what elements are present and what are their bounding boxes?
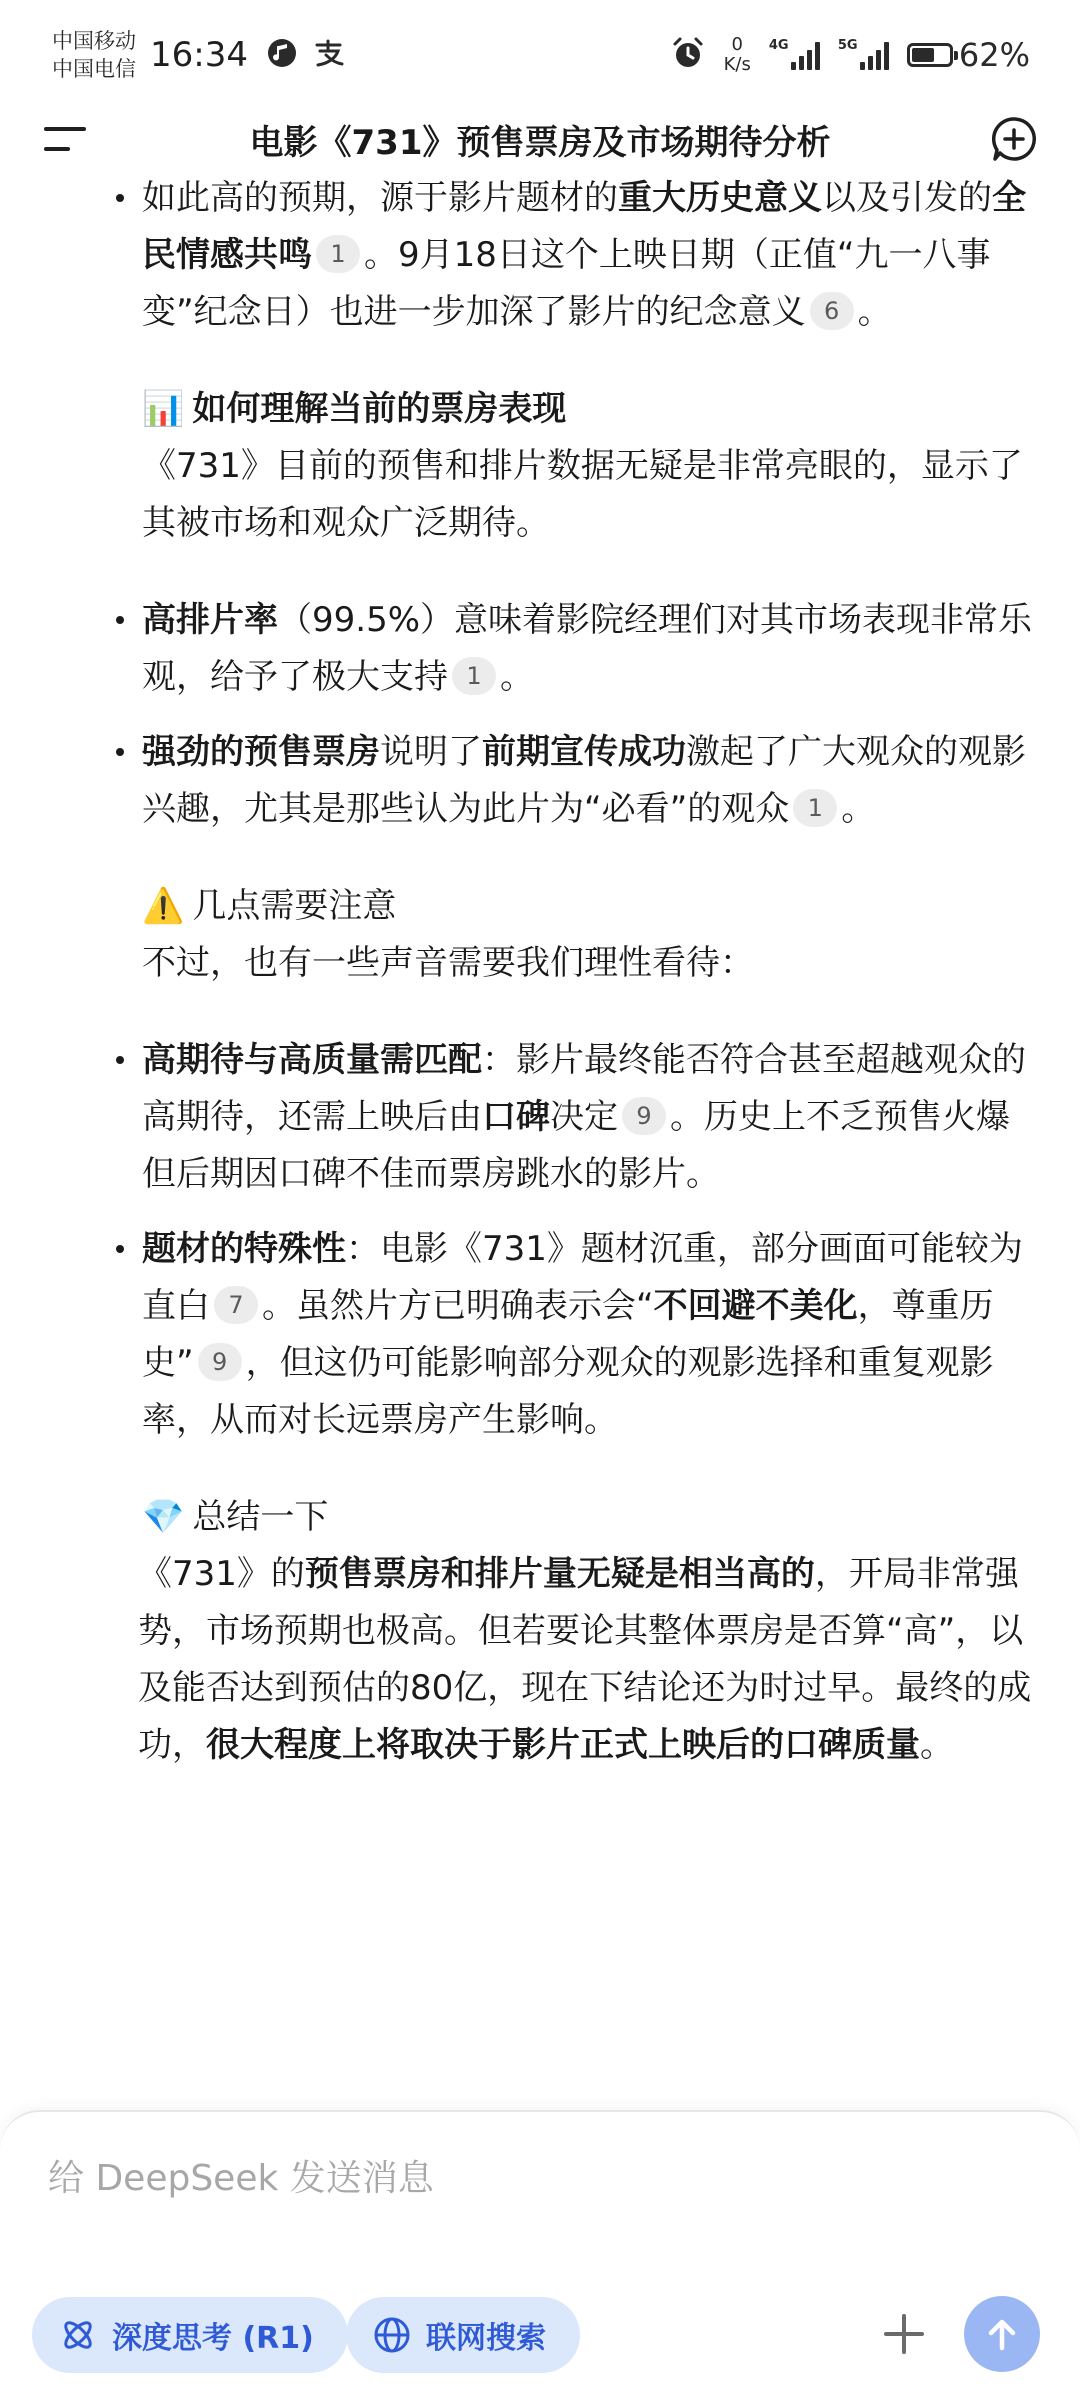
bold-text: 高期待与高质量需匹配: [142, 1040, 482, 1080]
text: ：影片最终能否符合甚至超越观众的高期待，还需上映后由: [142, 1040, 1026, 1137]
text: ，但这仍可能影响部分观众的观影选择和重复观影率，从而对长远票房产生影响。: [142, 1343, 994, 1440]
text: 。9月18日这个上映日期（正值“九一八事变”纪念日）也进一步加深了影片的纪念意义: [142, 235, 991, 332]
bold-text: 题材的特殊性: [142, 1229, 346, 1269]
app-header: [0, 105, 1080, 173]
chart-emoji-icon: 📊: [142, 389, 185, 429]
network-speed: [724, 35, 751, 75]
section-heading: [142, 381, 1042, 438]
speed-value: 0: [731, 34, 743, 55]
text: 。: [857, 292, 892, 332]
text: 。: [841, 789, 876, 829]
text: （99.5%）意味着影院经理们对其市场表现非常乐观，给予了极大支持: [142, 600, 1033, 697]
bold-text: 强劲的预售票房: [142, 732, 380, 772]
net-label-2: 5G: [837, 38, 858, 53]
web-search-button[interactable]: [346, 2297, 580, 2373]
battery-percent: 62%: [958, 36, 1030, 74]
attach-plus-icon[interactable]: [880, 2310, 928, 2358]
text: 决定: [550, 1097, 618, 1137]
list-item: [110, 170, 1042, 341]
deep-think-button[interactable]: [32, 2297, 348, 2373]
status-bar: [0, 0, 1080, 110]
text: ，开局非常强势，市场预期也极高。但若要论其整体票房是否算“高”，以及能否达到预估的80亿，现在下结论还为时过早。最终的成功，: [138, 1554, 1032, 1765]
net-label-1: 4G: [768, 38, 789, 53]
list-item: [110, 592, 1042, 706]
text: 。: [500, 657, 534, 697]
new-chat-icon[interactable]: [990, 115, 1038, 163]
signal-5g-icon: [838, 40, 889, 70]
music-icon: [266, 37, 298, 73]
citation-badge[interactable]: 6: [810, 292, 854, 330]
carrier-1: 中国移动: [52, 29, 136, 53]
citation-badge[interactable]: 9: [622, 1097, 666, 1135]
paragraph: 不过，也有一些声音需要我们理性看待：: [142, 943, 754, 983]
status-left: [52, 27, 346, 83]
warning-emoji-icon: ⚠️: [142, 886, 185, 926]
carrier-labels: [52, 27, 136, 83]
text: 说明了: [380, 732, 482, 772]
globe-icon: [372, 2315, 412, 2355]
alarm-icon: [670, 35, 706, 75]
bold-text: 口碑: [482, 1097, 550, 1137]
citation-badge[interactable]: 1: [793, 789, 837, 827]
bold-text: 前期宣传成功: [482, 732, 686, 772]
summary-paragraph: [138, 1546, 1042, 1774]
citation-badge[interactable]: 1: [316, 235, 360, 273]
arrow-up-icon: [982, 2314, 1022, 2354]
bold-text: 重大历史意义: [618, 178, 822, 218]
send-button[interactable]: [964, 2296, 1040, 2372]
list-item: [110, 1221, 1042, 1449]
text: 以及引发的: [822, 178, 992, 218]
text: 《731》的: [138, 1554, 305, 1594]
text: 。虽然片方已明确表示会“: [262, 1286, 654, 1326]
citation-badge[interactable]: 7: [214, 1286, 258, 1324]
bold-text: 预售票房和排片量无疑是相当高的: [304, 1554, 815, 1594]
section-title: 总结一下: [192, 1497, 329, 1537]
message-composer: [0, 2110, 1080, 2390]
section-title: 如何理解当前的票房表现: [192, 389, 567, 429]
status-right: [670, 35, 1030, 75]
section-heading: [142, 878, 1042, 935]
web-search-label: 联网搜索: [426, 2321, 546, 2356]
battery-indicator: [907, 36, 1030, 74]
bold-text: 不回避不美化: [653, 1286, 858, 1326]
gem-emoji-icon: 💎: [142, 1497, 185, 1537]
speed-unit: K/s: [723, 54, 751, 75]
signal-4g-icon: [769, 40, 820, 70]
text: 如此高的预期，源于影片题材的: [142, 178, 618, 218]
battery-fill: [912, 48, 934, 62]
carrier-2: 中国电信: [52, 57, 136, 81]
bold-text: 全民情感共鸣: [142, 178, 1026, 275]
menu-icon[interactable]: [44, 123, 86, 155]
paragraph: 《731》目前的预售和排片数据无疑是非常亮眼的，显示了其被市场和观众广泛期待。: [142, 446, 1023, 543]
chat-message: [138, 170, 1042, 1774]
deep-think-label: 深度思考 (R1): [112, 2321, 314, 2356]
alipay-icon: [312, 37, 346, 73]
list-item: [110, 1032, 1042, 1203]
section-title: 几点需要注意: [192, 886, 397, 926]
text: 。: [920, 1725, 954, 1765]
bold-text: 高排片率: [142, 600, 278, 640]
atom-icon: [58, 2315, 98, 2355]
message-input[interactable]: 给 DeepSeek 发送消息: [48, 2158, 434, 2199]
list-item: [110, 724, 1042, 838]
bold-text: 很大程度上将取决于影片正式上映后的口碑质量: [206, 1725, 920, 1765]
battery-icon: [907, 43, 953, 67]
text: ，尊重历史”: [142, 1286, 994, 1383]
citation-badge[interactable]: 1: [452, 657, 496, 695]
clock: 16:34: [150, 35, 248, 75]
text: ：电影《731》题材沉重，部分画面可能较为直白: [142, 1229, 1023, 1326]
section-heading: [142, 1489, 1042, 1546]
text: 激起了广大观众的观影兴趣，尤其是那些认为此片为“必看”的观众: [142, 732, 1026, 829]
text: 。历史上不乏预售火爆但后期因口碑不佳而票房跳水的影片。: [142, 1097, 1010, 1194]
page-title: 电影《731》预售票房及市场期待分析: [249, 122, 831, 163]
citation-badge[interactable]: 9: [198, 1343, 242, 1381]
